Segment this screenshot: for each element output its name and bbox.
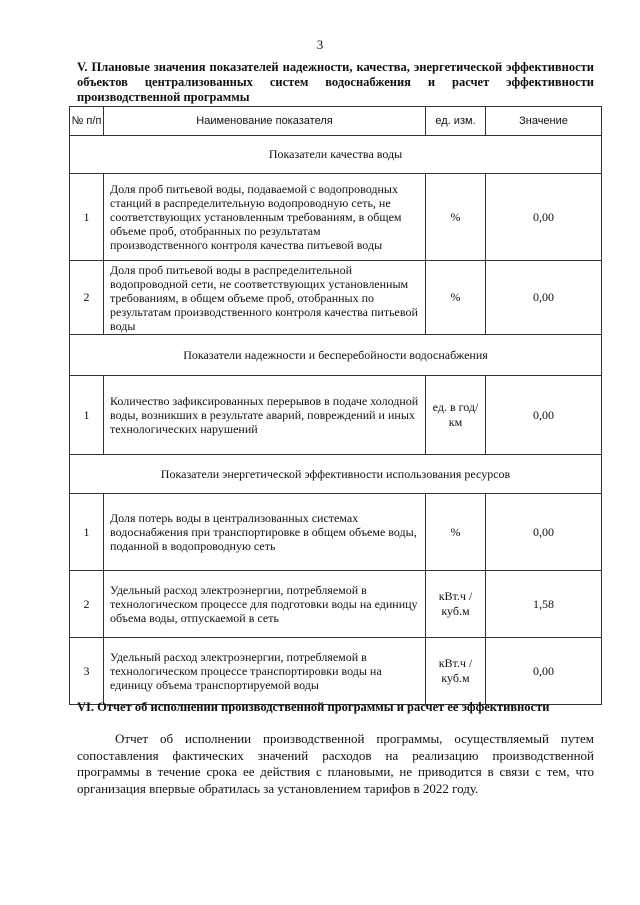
row-name: Количество зафиксированных перерывов в подаче холодной воды, возникших в результате аварий, повреждений и иных технологических нарушений — [104, 376, 426, 455]
header-unit: ед. изм. — [426, 107, 486, 136]
group-title: Показатели энергетической эффективности использования ресурсов — [70, 455, 602, 494]
row-num: 3 — [70, 638, 104, 705]
table-row — [70, 638, 602, 705]
row-name: Доля потерь воды в централизованных системах водоснабжения при транспортировке в общем объеме воды, поданной в водопроводную сеть — [104, 494, 426, 571]
section-5-title: V. Плановые значения показателей надежности, качества, энергетической эффективности объектов централизованных систем водоснабжения и расчет эффективности производственной программы — [77, 60, 594, 104]
table-row — [70, 376, 602, 455]
row-name: Доля проб питьевой воды, подаваемой с водопроводных станций в распределительную водопроводную сеть, не соответствующих установленным требованиям, в общем объеме проб, отобранных по результатам производственного контроля качества питьевой воды — [104, 174, 426, 261]
row-num: 1 — [70, 376, 104, 455]
group-row-quality — [70, 136, 602, 174]
row-value: 0,00 — [486, 494, 602, 571]
row-name: Удельный расход электроэнергии, потребляемой в технологическом процессе для подготовки воды на единицу объема воды, отпускаемой в сеть — [104, 571, 426, 638]
group-row-energy — [70, 455, 602, 494]
row-num: 2 — [70, 571, 104, 638]
section-6-paragraph: Отчет об исполнении производственной программы, осуществляемый путем сопоставления фактических значений расходов на реализацию производственной программы в течение срока ее действия с плановыми, не приводится в связи с тем, что организация впервые обратилась за установлением тарифов в 2022 году. — [77, 731, 594, 796]
row-unit: кВт.ч / куб.м — [426, 571, 486, 638]
page-number: 3 — [316, 37, 324, 52]
header-num: № п/п — [70, 107, 104, 136]
row-num: 1 — [70, 494, 104, 571]
row-unit: % — [426, 174, 486, 261]
row-value: 0,00 — [486, 376, 602, 455]
header-value: Значение — [486, 107, 602, 136]
indicators-table — [69, 106, 602, 705]
row-name: Доля проб питьевой воды в распределительной водопроводной сети, не соответствующих установленным требованиям, в общем объеме проб, отобранных по результатам производственного контроля качества питьевой воды — [104, 261, 426, 335]
row-num: 1 — [70, 174, 104, 261]
row-num: 2 — [70, 261, 104, 335]
table-row — [70, 494, 602, 571]
row-unit: кВт.ч / куб.м — [426, 638, 486, 705]
row-value: 0,00 — [486, 174, 602, 261]
group-row-reliability — [70, 335, 602, 376]
row-value: 0,00 — [486, 638, 602, 705]
table-row — [70, 571, 602, 638]
section-6-title: VI. Отчет об исполнении производственной программы и расчет ее эффективности — [77, 700, 550, 714]
table-row — [70, 261, 602, 335]
row-name: Удельный расход электроэнергии, потребляемой в технологическом процессе транспортировки воды на единицу объема транспортируемой воды — [104, 638, 426, 705]
row-value: 0,00 — [486, 261, 602, 335]
group-title: Показатели надежности и бесперебойности водоснабжения — [70, 335, 602, 376]
table-header-row — [70, 107, 602, 136]
table-row — [70, 174, 602, 261]
group-title: Показатели качества воды — [70, 136, 602, 174]
row-unit: % — [426, 261, 486, 335]
row-unit: % — [426, 494, 486, 571]
header-name: Наименование показателя — [104, 107, 426, 136]
row-unit: ед. в год/ км — [426, 376, 486, 455]
row-value: 1,58 — [486, 571, 602, 638]
